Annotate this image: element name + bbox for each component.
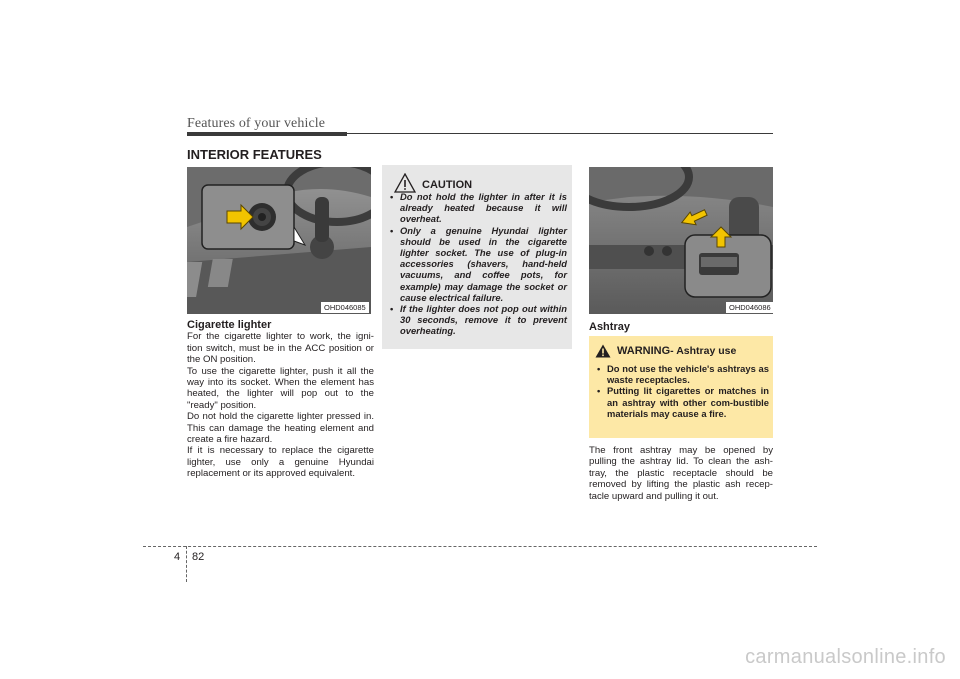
warning-title: WARNING: [617, 345, 671, 357]
warning-box: [589, 336, 773, 438]
paragraph: If it is necessary to replace the cigarette lighter, use only a genuine Hyundai replacement or its approved equivalent.: [187, 445, 374, 480]
page-number: 82: [192, 551, 205, 563]
caution-title: CAUTION: [422, 179, 473, 191]
ashtray-heading: Ashtray: [589, 321, 630, 333]
warning-subtitle: - Ashtray use: [670, 345, 737, 357]
warning-header: [595, 344, 736, 358]
left-column: [187, 320, 374, 480]
photo-id-right: OHD046086: [726, 302, 774, 313]
warning-item: • Do not use the vehicle's ashtrays as waste receptacles.: [594, 363, 769, 385]
paragraph: The front ashtray may be opened by pulling the ashtray lid. To clean the ash-tray, the plastic receptacle should be removed by lifting the plastic ash recep-tacle upward and pulling it out.: [589, 445, 773, 502]
chapter-number: 4: [174, 551, 181, 563]
ashtray-body: [589, 445, 773, 502]
header-rule-bar: [187, 132, 347, 136]
warning-triangle-icon: [595, 344, 611, 358]
cigarette-lighter-photo: [187, 167, 371, 314]
footer-rule: [143, 546, 817, 547]
ashtray-photo: [589, 167, 773, 314]
paragraph: To use the cigarette lighter, push it all the way into its socket. When the element has heated, the lighter will pop out to the "ready" position.: [187, 365, 374, 411]
dashboard-illustration: [187, 167, 371, 314]
header-title: Features of your vehicle: [187, 116, 326, 131]
console-illustration: [589, 167, 773, 314]
caution-box: [382, 165, 572, 349]
warning-list: [594, 363, 769, 419]
warning-item: • Putting lit cigarettes or matches in an ashtray with other com-bustible materials may cause a fire.: [594, 385, 769, 419]
photo-id-left: OHD046085: [321, 302, 369, 313]
watermark: carmanualsonline.info: [745, 646, 946, 668]
header-rule-line: [347, 133, 773, 134]
paragraph: For the cigarette lighter to work, the igni-tion switch, must be in the ACC position or the ON position.: [187, 331, 374, 366]
section-title: INTERIOR FEATURES: [187, 147, 322, 162]
caution-header: [394, 173, 472, 193]
caution-item: • Only a genuine Hyundai lighter should be used in the cigarette lighter socket. The use of plug-in accessories (shavers, hand-held vacuums, and coffee pots, for example) may damage the socket or cause electrical failure.: [387, 225, 567, 303]
paragraph: Do not hold the cigarette lighter pressed in. This can damage the heating element and create a fire hazard.: [187, 411, 374, 446]
caution-triangle-icon: [394, 173, 416, 193]
cigarette-lighter-heading: Cigarette lighter: [187, 319, 272, 331]
caution-item: • Do not hold the lighter in after it is already heated because it will overheat.: [387, 191, 567, 225]
caution-item: • If the lighter does not pop out within 30 seconds, remove it to prevent overheating.: [387, 303, 567, 337]
footer-divider: [186, 546, 187, 582]
caution-list: [387, 191, 567, 337]
